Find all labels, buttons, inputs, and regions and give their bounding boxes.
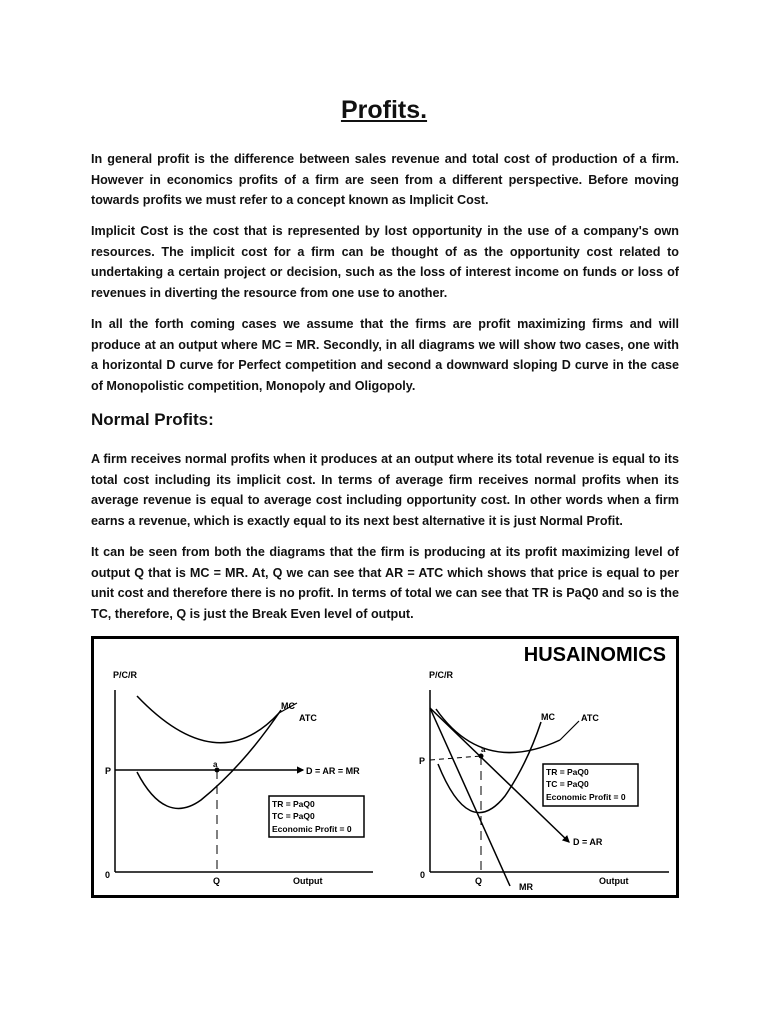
right-demand-label: D = AR [573, 837, 603, 847]
right-box-profit: Economic Profit = 0 [546, 792, 626, 802]
left-origin-label: 0 [105, 870, 111, 880]
left-box-profit: Economic Profit = 0 [272, 824, 352, 834]
right-a-label: a [481, 745, 486, 754]
right-origin-label: 0 [420, 870, 426, 880]
paragraph-assumptions: In all the forth coming cases we assume that the firms are profit maximizing firms and will produce at an output where MC = MR. Secondly, in all diagrams we will show two cases, one with a horizontal D curve for Perfect competition and second a downward sloping D curve in the case of Monopolistic competition, Monopoly and Oligopoly. [91, 317, 679, 393]
right-mr-label: MR [519, 882, 533, 892]
section-heading-normal-profits: Normal Profits: [91, 410, 214, 429]
right-mc-label: MC [541, 712, 555, 722]
left-mc-label: MC [281, 701, 295, 711]
normal-profits-figure [91, 636, 679, 898]
figure-svg [91, 636, 679, 898]
right-atc-label: ATC [581, 713, 599, 723]
paragraph-diagram-explanation: It can be seen from both the diagrams that the firm is producing at its profit maximizing level of output Q that is MC = MR. At, Q we can see that AR = ATC which shows that price is equal to per unit cost and therefore there is no profit. In terms of total we can see that TR is PaQ0 and so is the TC, therefore, Q is just the Break Even level of output. [91, 545, 679, 621]
right-x-axis-label: Output [599, 876, 629, 886]
right-y-axis-label: P/C/R [429, 670, 454, 680]
right-box-tr: TR = PaQ0 [546, 767, 589, 777]
left-a-label: a [213, 760, 218, 769]
page-title: Profits. [340, 96, 428, 124]
left-box-tr: TR = PaQ0 [272, 799, 315, 809]
left-y-axis-label: P/C/R [113, 670, 138, 680]
left-q-label: Q [213, 876, 221, 886]
brand-label: HUSAINOMICS [523, 644, 666, 666]
paragraph-intro: In general profit is the difference between sales revenue and total cost of production of a firm. However in economics profits of a firm are seen from a different perspective. Before moving towards profits we must refer to a concept known as Implicit Cost. [91, 152, 679, 207]
right-p-label: P [419, 756, 426, 766]
paragraph-implicit-cost: Implicit Cost is the cost that is represented by lost opportunity in the use of a company's own resources. The implicit cost for a firm can be thought of as the opportunity cost related to undertaking a certain project or decision, such as the loss of interest income on funds or loss of revenues in diverting the resource from one use to another. [91, 224, 679, 300]
paragraph-normal-profits: A firm receives normal profits when it produces at an output where its total revenue is equal to its total cost including its implicit cost. In terms of average firm receives normal profits when its average revenue is equal to average cost including opportunity cost. In other words when a firm earns a revenue, which is exactly equal to its next best alternative it is just Normal Profit. [91, 452, 679, 528]
left-box-tc: TC = PaQ0 [272, 811, 315, 821]
left-atc-label: ATC [299, 713, 317, 723]
right-q-label: Q [475, 876, 483, 886]
right-box-tc: TC = PaQ0 [546, 779, 589, 789]
left-demand-label: D = AR = MR [306, 766, 360, 776]
left-p-label: P [105, 766, 112, 776]
left-x-axis-label: Output [293, 876, 323, 886]
